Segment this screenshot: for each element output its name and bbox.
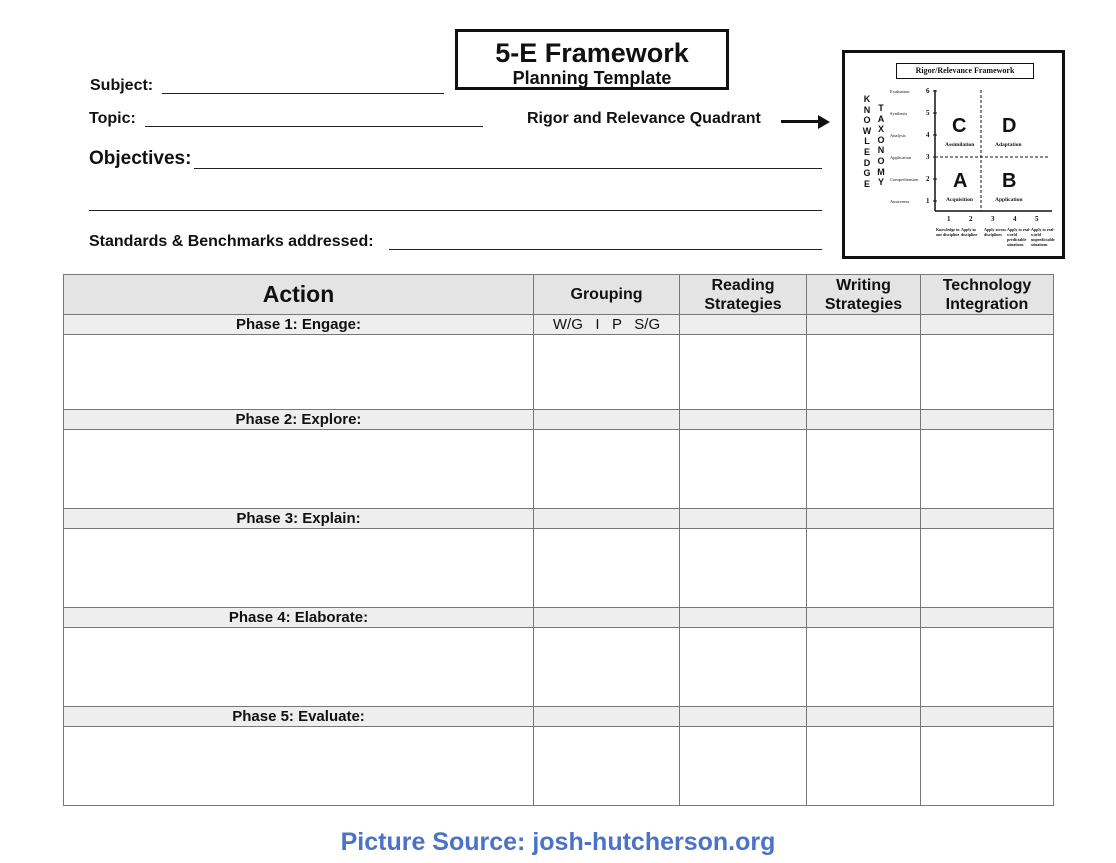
- technology-cell[interactable]: [921, 430, 1054, 509]
- quadrant-a-label: Acquisition: [946, 197, 973, 203]
- reading-strategies-header: Reading Strategies: [680, 275, 807, 315]
- subject-field[interactable]: [162, 93, 444, 94]
- grouping-cell[interactable]: [534, 430, 680, 509]
- level-num: 1: [926, 197, 930, 205]
- level-num: 4: [926, 131, 930, 139]
- writing-cell[interactable]: [807, 335, 921, 410]
- reading-cell[interactable]: [680, 430, 807, 509]
- grouping-cell[interactable]: [534, 529, 680, 608]
- reading-cell[interactable]: [680, 727, 807, 806]
- writing-cell[interactable]: [807, 727, 921, 806]
- phase-1-label: Phase 1: Engage:: [64, 315, 534, 335]
- taxonomy-vertical: T A X O N O M Y: [877, 103, 885, 188]
- apply-label: Apply to real-world predictable situations: [1007, 227, 1031, 247]
- action-header: Action: [64, 275, 534, 315]
- level-name: Evaluation: [890, 89, 910, 94]
- phase-row: [64, 608, 1054, 628]
- page-title: 5-E Framework: [495, 38, 689, 68]
- phase-5-label: Phase 5: Evaluate:: [64, 707, 534, 727]
- phase-row: [64, 410, 1054, 430]
- grouping-header: Grouping: [534, 275, 680, 315]
- reading-cell[interactable]: [680, 529, 807, 608]
- level-name: Awareness: [890, 199, 910, 204]
- knowledge-vertical: K N O W L E D G E: [862, 94, 872, 189]
- phase-4-entry-row: [64, 628, 1054, 707]
- picture-source-caption: Picture Source: josh-hutcherson.org: [340, 828, 776, 856]
- table-header-row: [64, 275, 1054, 315]
- phase-2-label: Phase 2: Explore:: [64, 410, 534, 430]
- apply-num: 3: [991, 215, 995, 223]
- title-box: [455, 29, 729, 90]
- phase-3-entry-row: [64, 529, 1054, 608]
- level-num: 5: [926, 109, 930, 117]
- arrow-right-icon: [781, 120, 819, 123]
- phase-3-label: Phase 3: Explain:: [64, 509, 534, 529]
- technology-cell[interactable]: [921, 335, 1054, 410]
- level-name: Synthesis: [890, 111, 908, 116]
- objectives-label: Objectives:: [89, 148, 192, 169]
- framework-axes: [930, 85, 1055, 215]
- action-cell[interactable]: [64, 727, 534, 806]
- objectives-field-line-2[interactable]: [89, 210, 822, 211]
- quadrant-label: Rigor and Relevance Quadrant: [527, 110, 761, 127]
- technology-cell[interactable]: [921, 628, 1054, 707]
- technology-cell[interactable]: [921, 727, 1054, 806]
- writing-cell[interactable]: [807, 430, 921, 509]
- grouping-cell[interactable]: [534, 727, 680, 806]
- writing-strategies-header: Writing Strategies: [807, 275, 921, 315]
- grouping-cell[interactable]: [534, 628, 680, 707]
- apply-num: 4: [1013, 215, 1017, 223]
- phase-row: [64, 707, 1054, 727]
- reading-cell[interactable]: [680, 628, 807, 707]
- technology-cell[interactable]: [921, 529, 1054, 608]
- writing-cell[interactable]: [807, 628, 921, 707]
- rigor-framework-title: Rigor/Relevance Framework: [896, 63, 1034, 79]
- page-subtitle: Planning Template: [512, 68, 672, 88]
- planning-table: [63, 274, 1054, 806]
- phase-1-entry-row: [64, 335, 1054, 410]
- phase-4-label: Phase 4: Elaborate:: [64, 608, 534, 628]
- action-cell[interactable]: [64, 628, 534, 707]
- level-name: Application: [890, 155, 912, 160]
- technology-integration-header: Technology Integration: [921, 275, 1054, 315]
- level-num: 3: [926, 153, 930, 161]
- apply-num: 5: [1035, 215, 1039, 223]
- quadrant-b: B: [1002, 170, 1017, 192]
- apply-num: 1: [947, 215, 951, 223]
- level-num: 6: [926, 87, 930, 95]
- standards-label: Standards & Benchmarks addressed:: [89, 233, 374, 250]
- action-cell[interactable]: [64, 430, 534, 509]
- quadrant-d: D: [1002, 115, 1017, 137]
- grouping-cell[interactable]: [534, 335, 680, 410]
- grouping-options: W/G I P S/G: [534, 315, 680, 335]
- apply-label: Apply in discipline: [961, 227, 978, 237]
- apply-label: Knowledge in one discipline: [936, 227, 960, 237]
- quadrant-c-label: Assimilation: [945, 142, 975, 148]
- apply-label: Apply to real-world unpredictable situations: [1031, 227, 1055, 247]
- quadrant-c: C: [952, 115, 967, 137]
- phase-row: [64, 315, 1054, 335]
- phase-row: [64, 509, 1054, 529]
- apply-label: Apply across disciplines: [984, 227, 1007, 237]
- objectives-field[interactable]: [194, 168, 822, 169]
- topic-field[interactable]: [145, 126, 483, 127]
- level-name: Comprehension: [890, 177, 919, 182]
- level-num: 2: [926, 175, 930, 183]
- quadrant-b-label: Application: [995, 197, 1023, 203]
- arrow-head-icon: [818, 115, 830, 129]
- action-cell[interactable]: [64, 529, 534, 608]
- action-cell[interactable]: [64, 335, 534, 410]
- reading-cell[interactable]: [680, 335, 807, 410]
- apply-num: 2: [969, 215, 973, 223]
- subject-label: Subject:: [90, 77, 154, 94]
- phase-5-entry-row: [64, 727, 1054, 806]
- quadrant-d-label: Adaptation: [995, 142, 1022, 148]
- quadrant-a: A: [953, 170, 968, 192]
- standards-field[interactable]: [389, 249, 822, 250]
- level-name: Analysis: [890, 133, 906, 138]
- phase-2-entry-row: [64, 430, 1054, 509]
- topic-label: Topic:: [89, 110, 136, 127]
- writing-cell[interactable]: [807, 529, 921, 608]
